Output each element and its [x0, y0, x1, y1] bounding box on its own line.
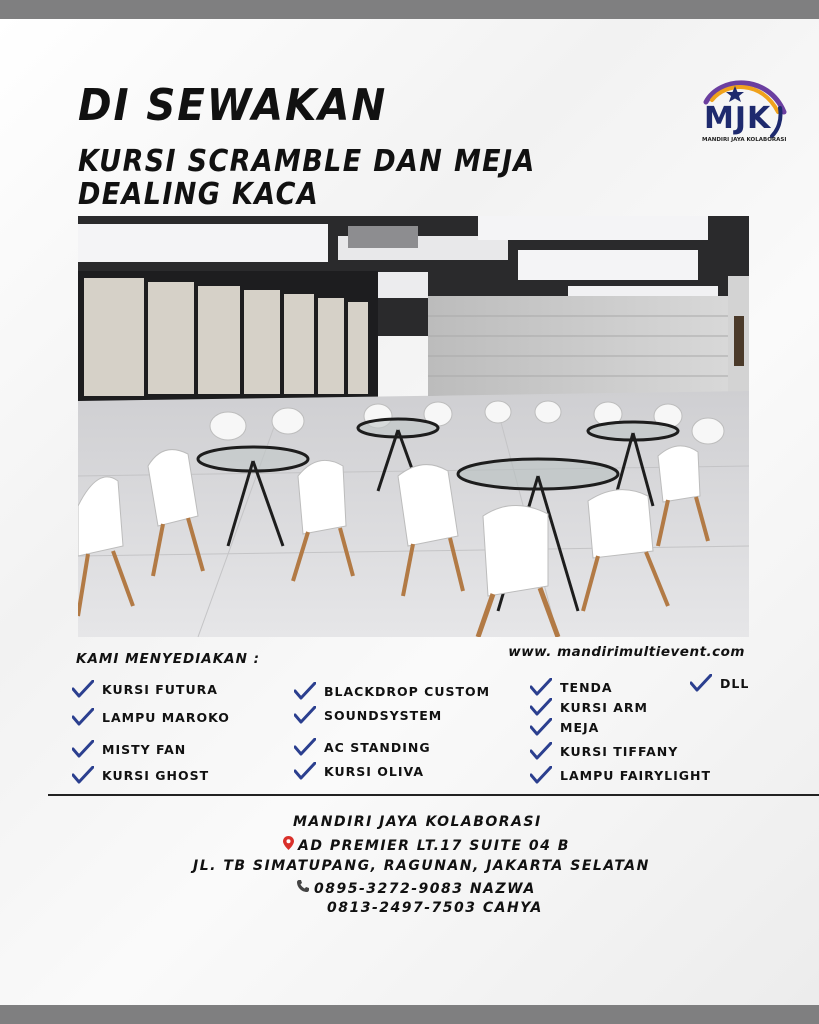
service-item-label: KURSI OLIVA — [324, 763, 424, 779]
check-icon — [530, 678, 552, 696]
map-pin-icon — [283, 836, 294, 854]
phone-line-1 — [296, 879, 536, 897]
phone-line-2: 0813-2497-7503 CAHYA — [327, 900, 543, 916]
bottom-bar — [0, 1005, 819, 1024]
service-item — [294, 706, 442, 724]
check-icon — [530, 766, 552, 784]
check-icon — [530, 742, 552, 760]
flyer-title: DI SEWAKAN — [78, 80, 388, 131]
service-item — [72, 708, 230, 726]
service-item — [530, 742, 678, 760]
check-icon — [294, 706, 316, 724]
service-item — [72, 680, 218, 698]
service-item-label: AC STANDING — [324, 739, 431, 755]
venue-photo — [78, 216, 749, 637]
service-item-label: MISTY FAN — [102, 741, 187, 757]
service-item-label: SOUNDSYSTEM — [324, 707, 443, 723]
service-item-label: TENDA — [560, 679, 613, 695]
subtitle-line-2: DEALING KACA — [78, 177, 320, 212]
service-item — [530, 766, 711, 784]
check-icon — [72, 680, 94, 698]
check-icon — [294, 738, 316, 756]
service-item — [72, 766, 209, 784]
phone-icon — [296, 879, 310, 897]
service-item — [530, 678, 613, 696]
check-icon — [72, 708, 94, 726]
check-icon — [530, 698, 552, 716]
logo-wordmark: MJK — [704, 101, 772, 136]
service-item — [530, 718, 599, 736]
check-icon — [72, 766, 94, 784]
service-item — [294, 738, 431, 756]
service-item-label: MEJA — [560, 719, 600, 735]
company-logo — [698, 78, 788, 150]
top-bar — [0, 0, 819, 19]
check-icon — [530, 718, 552, 736]
address-line-1-text: AD PREMIER LT.17 SUITE 04 B — [298, 838, 570, 854]
logo-tagline: MANDIRI JAYA KOLABORASI — [702, 137, 787, 143]
service-item — [530, 698, 648, 716]
check-icon — [72, 740, 94, 758]
service-item — [294, 762, 424, 780]
check-icon — [294, 762, 316, 780]
service-item-label: LAMPU MAROKO — [102, 709, 230, 725]
check-icon — [690, 674, 712, 692]
service-item-label: KURSI ARM — [560, 699, 648, 715]
service-item-label: KURSI GHOST — [102, 767, 210, 783]
services-heading: KAMI MENYEDIAKAN : — [76, 651, 261, 667]
subtitle-line-1: KURSI SCRAMBLE DAN MEJA — [78, 144, 536, 179]
venue-photo-illustration — [78, 216, 749, 637]
service-item — [294, 682, 490, 700]
phone-line-1-text: 0895-3272-9083 NAZWA — [314, 881, 536, 897]
footer-divider — [48, 794, 819, 796]
check-icon — [294, 682, 316, 700]
service-item-label: KURSI TIFFANY — [560, 743, 679, 759]
address-line-1 — [283, 836, 570, 854]
website-link[interactable]: www. mandirimultievent.com — [508, 644, 745, 660]
service-item-label: DLL — [720, 675, 750, 691]
service-item — [72, 740, 186, 758]
service-item-label: LAMPU FAIRYLIGHT — [560, 767, 712, 783]
service-item-label: BLACKDROP CUSTOM — [324, 683, 491, 699]
company-name: MANDIRI JAYA KOLABORASI — [293, 814, 542, 830]
service-item-label: KURSI FUTURA — [102, 681, 218, 697]
flyer-subtitle — [78, 145, 536, 211]
address-line-2: JL. TB SIMATUPANG, RAGUNAN, JAKARTA SELATAN — [193, 858, 650, 874]
service-item — [690, 674, 749, 692]
